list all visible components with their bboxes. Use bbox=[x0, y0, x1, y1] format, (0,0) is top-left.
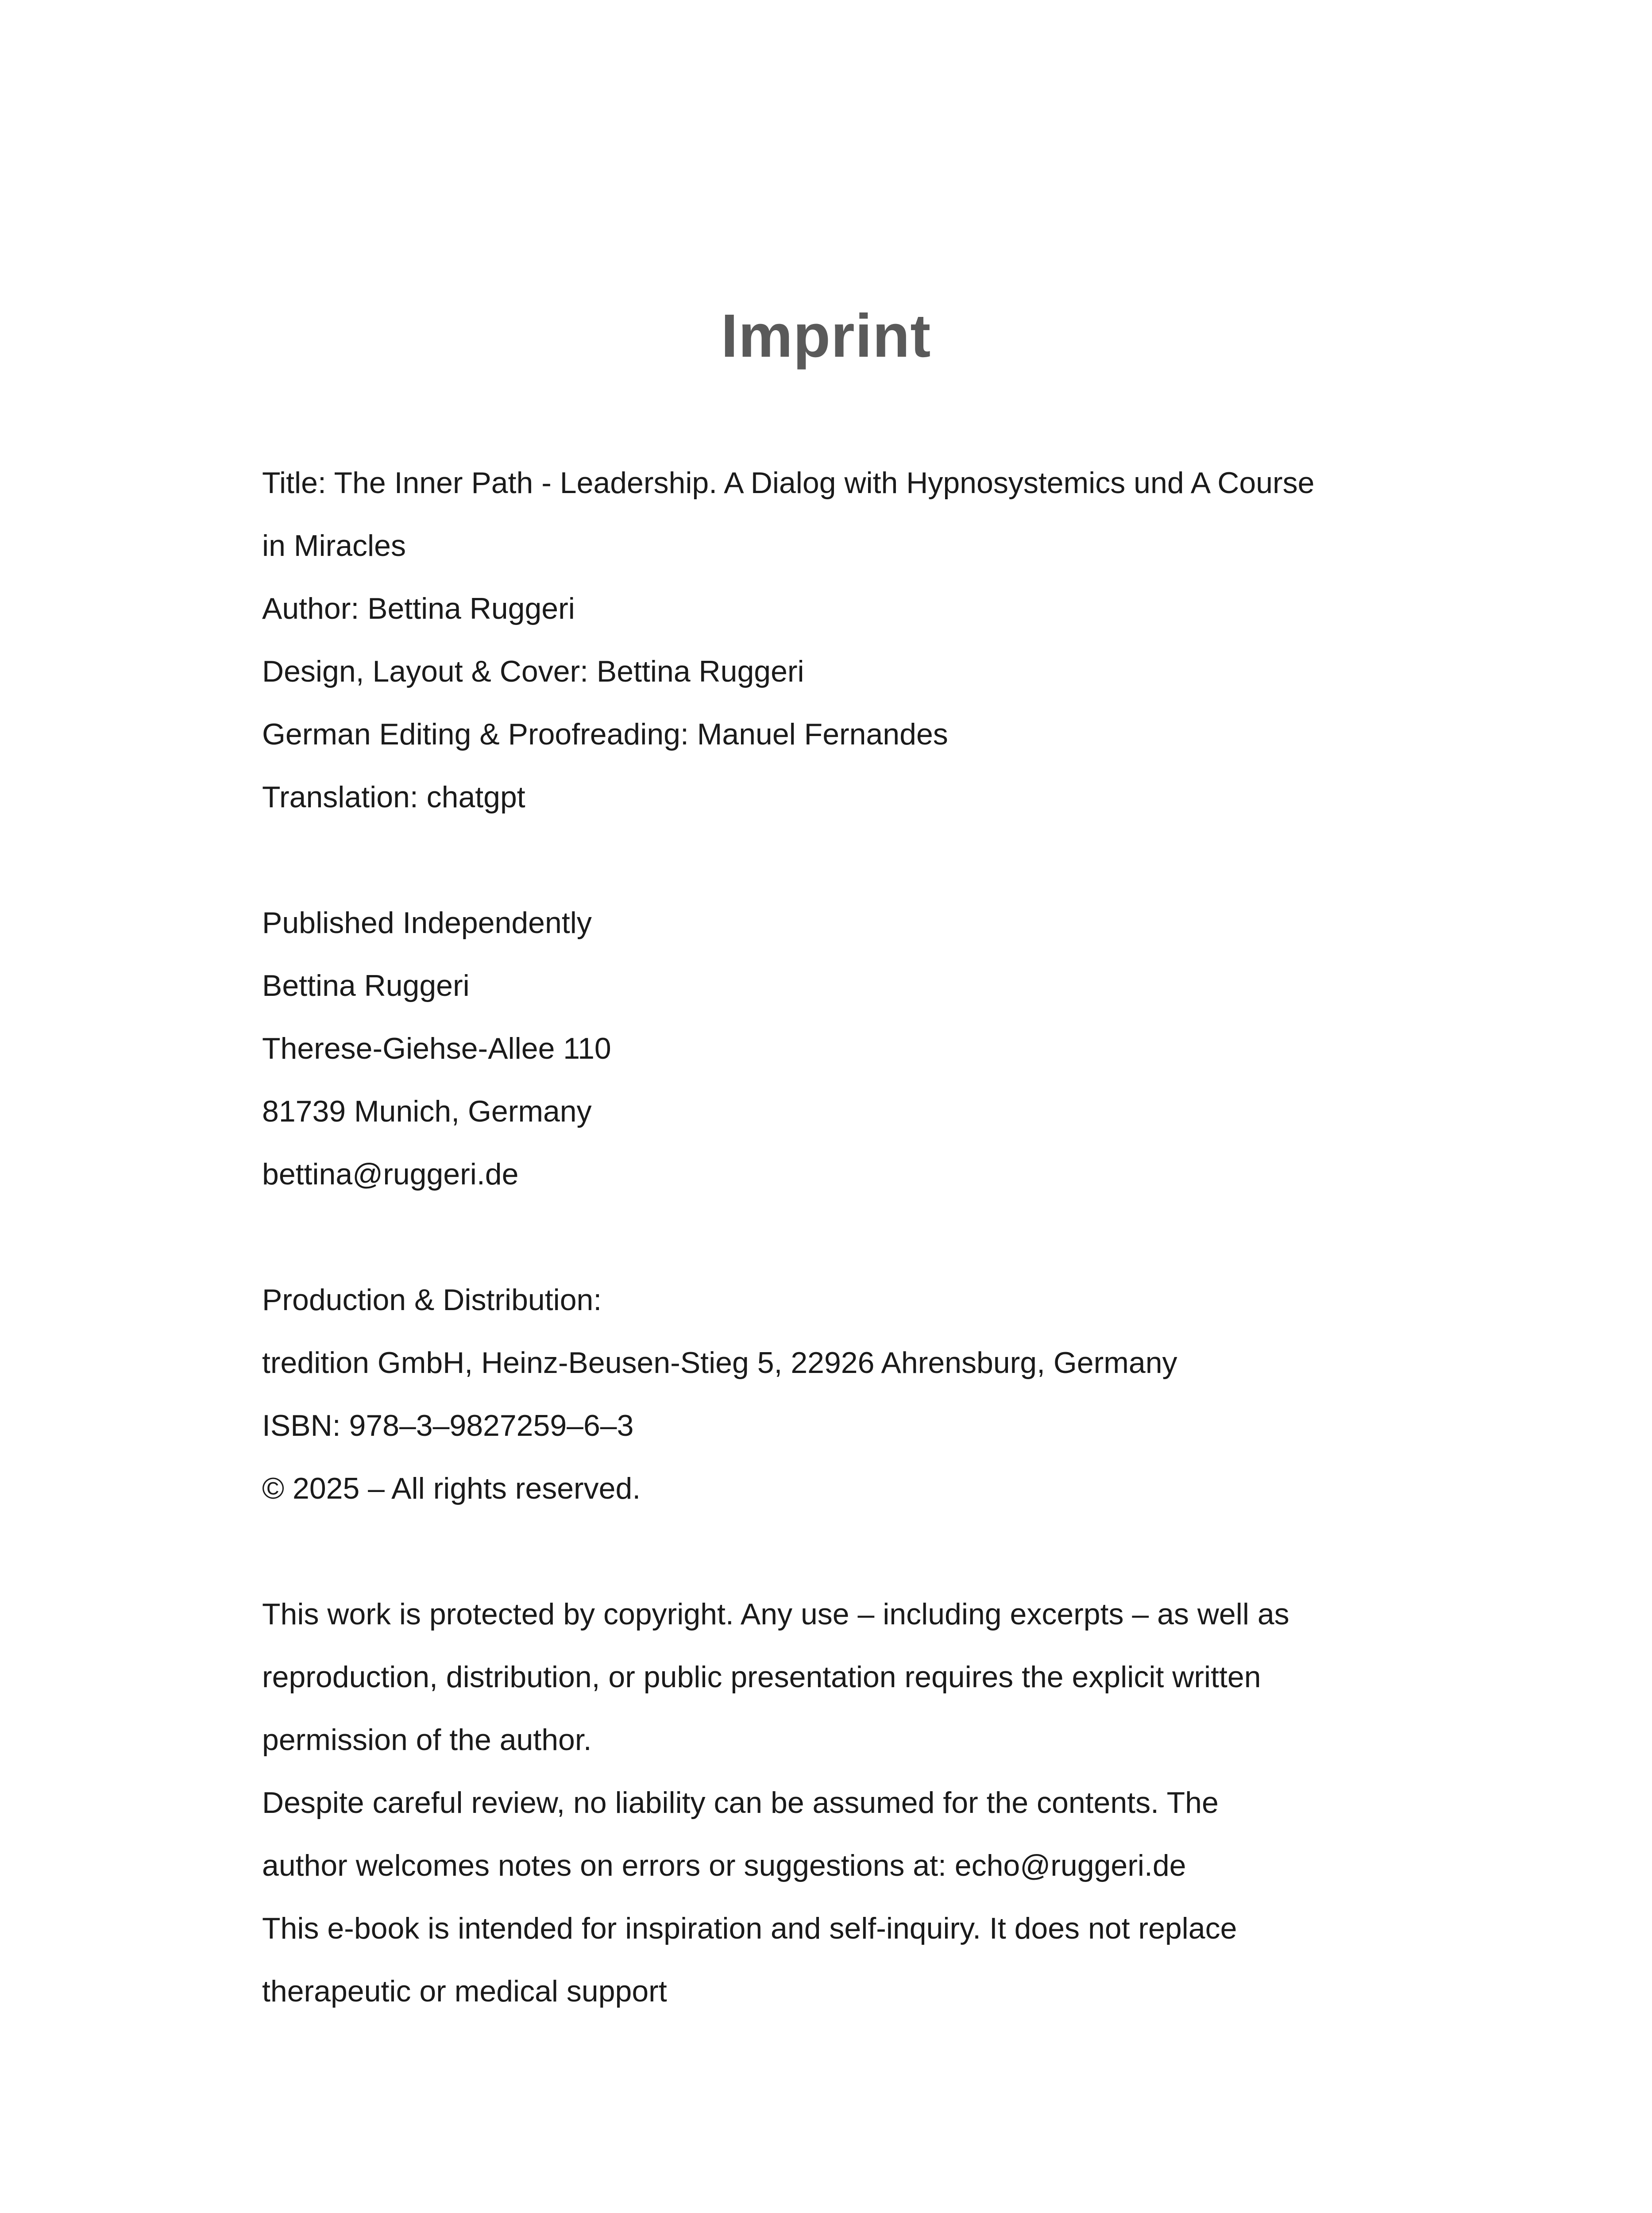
legal-line-6: This e-book is intended for inspiration and self-inquiry. It does not replace bbox=[262, 1912, 1237, 1945]
legal-line-1: This work is protected by copyright. Any use – including excerpts – as well as bbox=[262, 1597, 1289, 1631]
imprint-content bbox=[262, 451, 1395, 2023]
legal-block bbox=[262, 1583, 1395, 2023]
title-line-2: in Miracles bbox=[262, 529, 406, 563]
editing-line: German Editing & Proofreading: Manuel Fernandes bbox=[262, 717, 948, 751]
publisher-city: 81739 Munich, Germany bbox=[262, 1095, 592, 1128]
book-info-block bbox=[262, 451, 1395, 829]
legal-line-3: permission of the author. bbox=[262, 1723, 592, 1757]
design-line: Design, Layout & Cover: Bettina Ruggeri bbox=[262, 655, 804, 688]
publisher-heading: Published Independently bbox=[262, 906, 592, 940]
title-line-1: Title: The Inner Path - Leadership. A Dialog with Hypnosystemics und A Course bbox=[262, 466, 1315, 500]
publisher-street: Therese-Giehse-Allee 110 bbox=[262, 1032, 611, 1065]
legal-line-5: author welcomes notes on errors or suggestions at: echo@ruggeri.de bbox=[262, 1849, 1186, 1882]
translation-line: Translation: chatgpt bbox=[262, 780, 525, 814]
isbn-line: ISBN: 978–3–9827259–6–3 bbox=[262, 1409, 634, 1442]
publisher-block bbox=[262, 891, 1395, 1206]
legal-line-4: Despite careful review, no liability can be assumed for the contents. The bbox=[262, 1786, 1219, 1820]
publisher-email: bettina@ruggeri.de bbox=[262, 1157, 519, 1191]
author-line: Author: Bettina Ruggeri bbox=[262, 592, 575, 625]
publisher-name: Bettina Ruggeri bbox=[262, 969, 470, 1002]
production-heading: Production & Distribution: bbox=[262, 1283, 602, 1317]
copyright-line: © 2025 – All rights reserved. bbox=[262, 1472, 641, 1505]
legal-line-2: reproduction, distribution, or public presentation requires the explicit written bbox=[262, 1660, 1261, 1694]
production-block bbox=[262, 1268, 1395, 1520]
production-company: tredition GmbH, Heinz-Beusen-Stieg 5, 22926 Ahrensburg, Germany bbox=[262, 1346, 1177, 1380]
page-title: Imprint bbox=[721, 302, 931, 370]
legal-line-7: therapeutic or medical support bbox=[262, 1974, 667, 2008]
